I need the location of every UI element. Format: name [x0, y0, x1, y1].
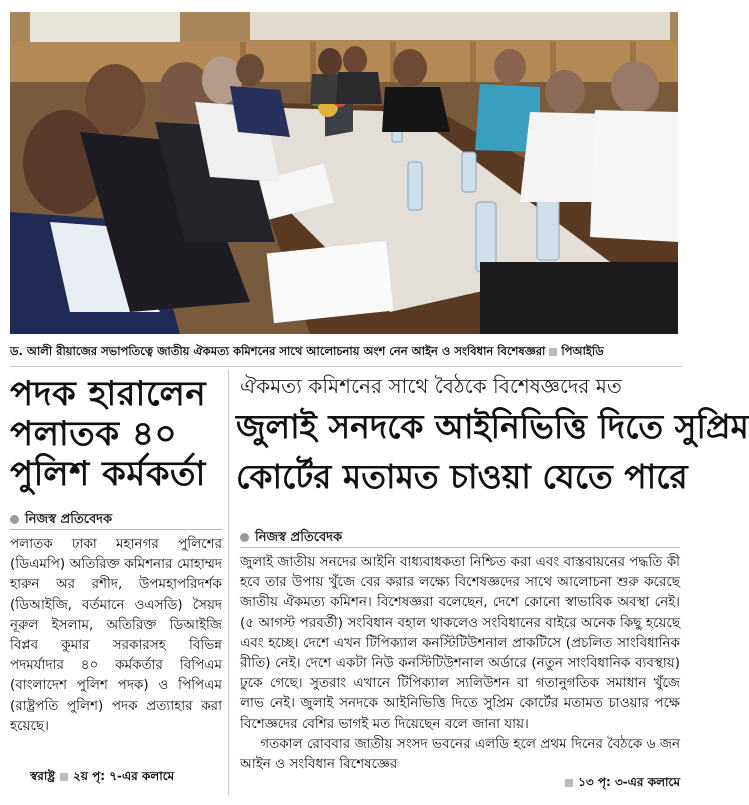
right-byline: [240, 528, 342, 549]
photo-caption: [10, 340, 682, 362]
right-paragraph: জুলাই জাতীয় সনদের আইনি বাধ্যবাধকতা নিশ্চিত করা এবং বাস্তবায়নের পদ্ধতি কী হবে তার উপায় খুঁজে বের করার লক্ষ্যে বিশেষজ্ঞদের সাথে আলোচনা শুরু করেছে জাতীয় ঐকমত্য কমিশন। বিশেষজ্ঞরা বলেছেন, দেশে কোনো স্বাভাবিক অবস্থা নেই। (৫ আগস্ট পরবর্তী) সংবিধান বহাল থাকলেও সংবিধানের বাইরে অনেক কিছু হয়েছে এবং হচ্ছে। দেশে এখন টিপিক্যাল কনস্টিটিউশনাল প্রাকটিসে (প্রচলিত সাংবিধানিক রীতি) নেই। দেশে একটা নিউ কনস্টিটিউশনাল অর্ডারে (নতুন সাংবিধানিক ব্যবস্থায়) ঢুকে গেছে। সুতরাং এখানে টিপিক্যাল স্যলিউশন বা গতানুগতিক সমাধান খুঁজে লাভ নেই। জুলাই সনদকে আইনিভিত্তি দিতে সুপ্রিম কোর্টের মতামত চাওয়ার পক্ষে বিশেজ্ঞদের বেশির ভাগই মত দিয়েছেন বলে জানা যায়।: [240, 554, 680, 732]
right-byline-text: নিজস্ব প্রতিবেদক: [255, 530, 343, 545]
left-byline-text: নিজস্ব প্রতিবেদক: [25, 512, 113, 527]
left-headline: [10, 374, 222, 494]
right-paragraph: গতকাল রোববার জাতীয় সংসদ ভবনের এলডি হলে প্রথম দিনের বৈঠকে ৬ জন আইন ও সংবিধান বিশেষজ্ঞের: [240, 735, 680, 773]
left-continuation: [30, 768, 225, 788]
photo-credit: পিআইডি: [561, 344, 604, 358]
byline-bullet-icon: [240, 533, 249, 542]
continuation-marker-icon: [60, 773, 68, 781]
caption-text: ড. আলী রীয়াজের সভাপতিত্বে জাতীয় ঐকমত্য কমিশনের সাথে আলোচনায় অংশ নেন আইন ও সংবিধান বিশেষজ্ঞরা: [10, 344, 546, 358]
right-headline: [236, 402, 749, 502]
left-body-text: পলাতক ঢাকা মহানগর পুলিশের (ডিএমপি) অতিরিক্ত কমিশনার মোহাম্মদ হারুন অর রশীদ, উপমহাপরিদর্শক (ডিআইজি, বর্তমানে ওএসডি) সৈয়দ নূরুল ইসলাম, অতিরিক্ত ডিআইজি বিপ্লব কুমার সরকারসহ বিভিন্ন পদমর্যাদার ৪০ কর্মকর্তার বিপিএম (বাংলাদেশ পুলিশ পদক) ও পিপিএম (রাষ্ট্রপতি পুলিশ) পদক প্রত্যাহার করা হয়েছে।: [10, 536, 222, 734]
left-headline-line: পুলিশ কর্মকর্তা: [10, 454, 206, 494]
continuation-marker-icon: [565, 779, 573, 787]
right-kicker: ঐকমত্য কমিশনের সাথে বৈঠকে বিশেষজ্ঞদের মত: [240, 374, 622, 398]
section-divider: [10, 366, 682, 367]
left-byline: [10, 510, 112, 531]
byline-bullet-icon: [10, 515, 19, 524]
left-headline-line: পদক হারালেন: [10, 374, 207, 414]
left-continuation-jump: ২য় পৃ: ৭-এর কলামে: [73, 769, 175, 783]
right-body: [240, 552, 680, 774]
left-headline-line: পলাতক ৪০: [10, 414, 178, 454]
left-continuation-section: স্বরাষ্ট্র: [30, 769, 56, 783]
credit-marker-icon: [549, 348, 557, 356]
left-byline-rule: [10, 529, 222, 530]
right-continuation-jump: ১৩ পৃ: ৩-এর কলামে: [578, 775, 680, 789]
right-continuation: [470, 774, 680, 794]
right-byline-rule: [240, 547, 680, 548]
column-divider: [228, 370, 229, 795]
news-photo: [10, 12, 678, 334]
right-headline-line: কোর্টের মতামত চাওয়া যেতে পারে: [236, 457, 688, 496]
right-headline-line: জুলাই সনদকে আইনিভিত্তি দিতে সুপ্রিম: [236, 407, 749, 446]
meeting-photo-illustration: [10, 12, 678, 334]
